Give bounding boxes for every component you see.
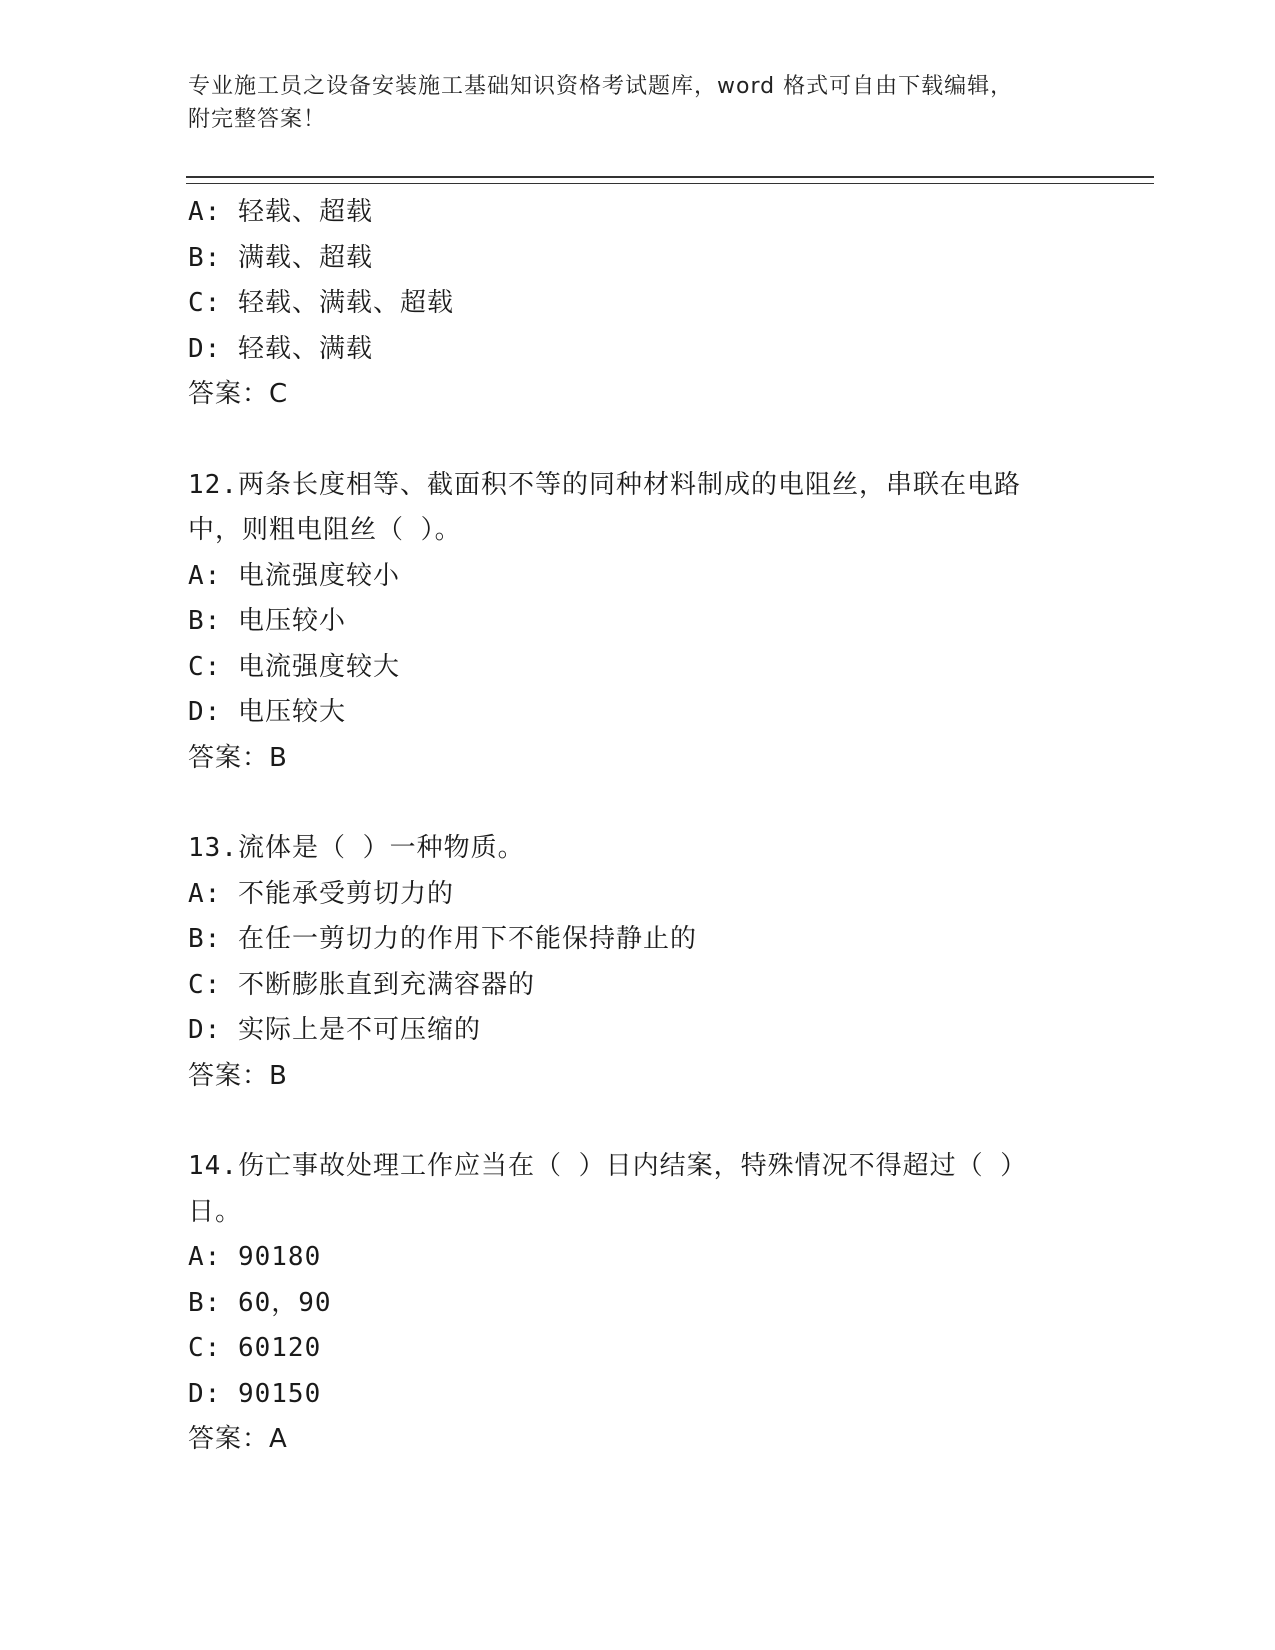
answer: 答案：B [188,742,288,773]
option-b: B: 在任一剪切力的作用下不能保持静止的 [188,924,697,954]
answer: 答案：A [188,1424,288,1454]
answer: 答案：B [188,1060,288,1091]
option-c: C: 电流强度较大 [188,651,400,682]
question-list [188,190,1088,1463]
answer: 答案：C [188,379,289,409]
option-a: A: 电流强度较小 [188,560,400,591]
header-line-2: 附完整答案！ [188,107,327,132]
option-a: A: 轻载、超载 [188,197,373,227]
header-divider-thin [186,183,1154,184]
option-d: D: 90150 [188,1378,322,1409]
option-d: D: 轻载、满载 [188,333,373,364]
question-text-line-2: 日。 [188,1196,243,1227]
option-c: C: 轻载、满载、超载 [188,288,454,318]
question-text-line-1: 12.两条长度相等、截面积不等的同种材料制成的电阻丝，串联在电路 [188,469,1021,500]
option-a: A: 90180 [188,1242,322,1272]
option-d: D: 实际上是不可压缩的 [188,1015,481,1045]
question-spacer [188,781,1088,826]
question-spacer [188,418,1088,463]
option-b: B: 电压较小 [188,606,346,636]
question-text-line-1: 13.流体是（ ）一种物质。 [188,833,525,863]
option-b: B: 满载、超载 [188,242,373,273]
header-divider-thick [186,176,1154,178]
question-11 [188,190,1088,418]
question-14 [188,1144,1088,1463]
question-13 [188,826,1088,1099]
option-d: D: 电压较大 [188,697,346,727]
option-a: A: 不能承受剪切力的 [188,878,454,909]
question-12 [188,463,1088,782]
option-c: C: 不断膨胀直到充满容器的 [188,969,535,1000]
option-b: B: 60，90 [188,1287,332,1318]
question-spacer [188,1099,1088,1144]
option-c: C: 60120 [188,1333,322,1363]
question-text-line-1: 14.伤亡事故处理工作应当在（ ）日内结案，特殊情况不得超过（ ） [188,1151,1028,1181]
header-line-1: 专业施工员之设备安装施工基础知识资格考试题库，word 格式可自由下载编辑， [188,74,1014,99]
document-header [188,70,1088,136]
question-text-line-2: 中，则粗电阻丝（ ）。 [188,515,462,545]
